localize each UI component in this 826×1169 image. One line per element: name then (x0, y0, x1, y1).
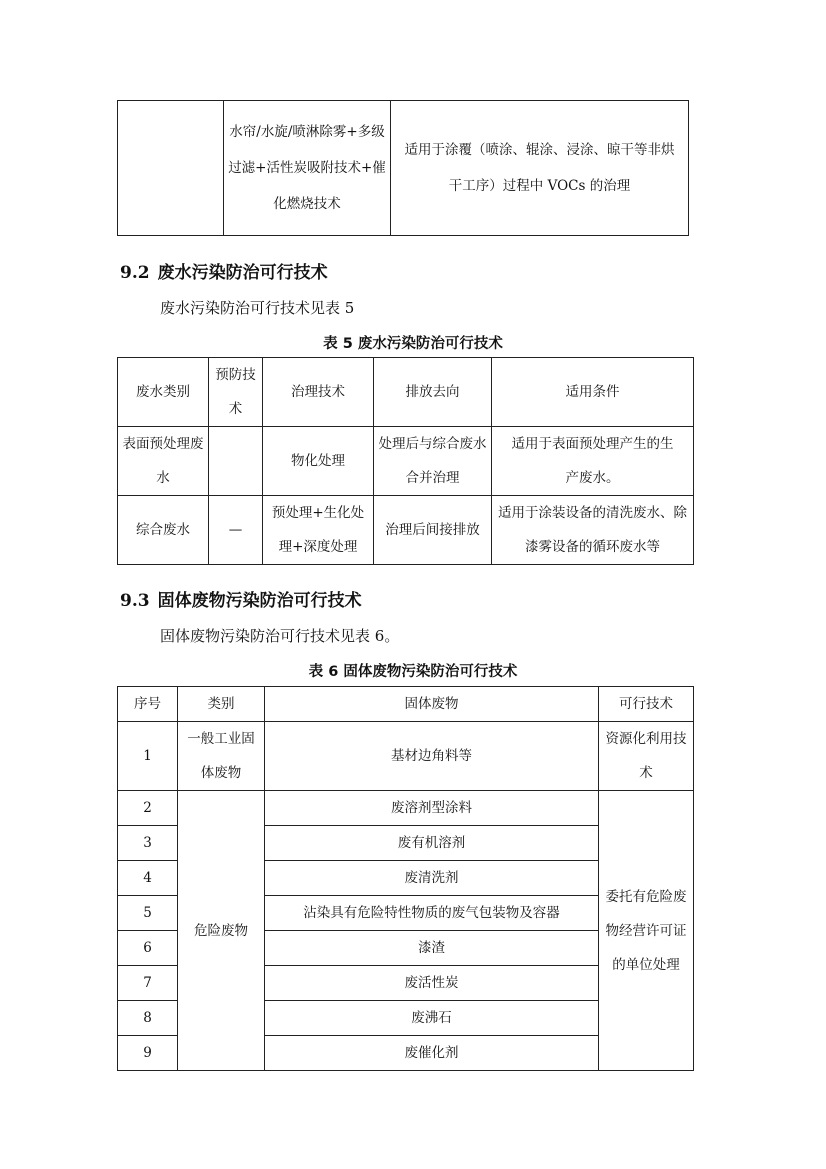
table6-no: 7 (118, 966, 178, 1001)
cont-technique-cell: 水帘/水旋/喷淋除雾+多级过滤+活性炭吸附技术+催化燃烧技术 (224, 101, 391, 236)
section-number: 9.2 (120, 263, 150, 283)
table6-no: 1 (118, 722, 178, 791)
table5-header: 废水类别 (118, 358, 209, 427)
section-title: 废水污染防治可行技术 (157, 263, 328, 283)
table5-header: 适用条件 (492, 358, 694, 427)
table5-cell: 综合废水 (118, 496, 209, 565)
table6-waste: 废溶剂型涂料 (265, 791, 599, 826)
table6-tech: 资源化利用技术 (599, 722, 694, 791)
table5 (117, 357, 694, 565)
section-9-2-intro: 废水污染防治可行技术见表 5 (160, 299, 355, 317)
table-row (118, 427, 694, 496)
table5-cell: 适用于涂装设备的清洗废水、除漆雾设备的循环废水等 (492, 496, 694, 565)
table6-category: 一般工业固体废物 (178, 722, 265, 791)
table5-cell: 适用于表面预处理产生的生产废水。 (492, 427, 694, 496)
table6-no: 9 (118, 1036, 178, 1071)
table6-waste: 漆渣 (265, 931, 599, 966)
section-number: 9.3 (120, 591, 150, 611)
section-title: 固体废物污染防治可行技术 (157, 591, 362, 611)
table6-no: 5 (118, 896, 178, 931)
section-9-2-heading (120, 258, 328, 283)
table6 (117, 686, 694, 1071)
table6-waste: 沾染具有危险特性物质的废气包装物及容器 (265, 896, 599, 931)
table6-waste: 废催化剂 (265, 1036, 599, 1071)
table5-cell: 处理后与综合废水合并治理 (374, 427, 492, 496)
cont-condition-cell: 适用于涂覆（喷涂、辊涂、浸涂、晾干等非烘干工序）过程中 VOCs 的治理 (391, 101, 689, 236)
table-row (118, 722, 694, 791)
table6-waste: 废沸石 (265, 1001, 599, 1036)
table5-cell: 治理后间接排放 (374, 496, 492, 565)
table5-header: 预防技术 (209, 358, 263, 427)
table6-no: 6 (118, 931, 178, 966)
table6-header: 可行技术 (599, 687, 694, 722)
table6-header: 类别 (178, 687, 265, 722)
section-9-3-intro: 固体废物污染防治可行技术见表 6。 (160, 627, 400, 645)
table5-cell: 预处理+生化处理+深度处理 (263, 496, 374, 565)
cont-empty-cell (118, 101, 224, 236)
table6-no: 8 (118, 1001, 178, 1036)
table-row (118, 791, 694, 826)
table5-header: 排放去向 (374, 358, 492, 427)
table5-header: 治理技术 (263, 358, 374, 427)
table6-hazardous-tech: 委托有危险废物经营许可证的单位处理 (599, 791, 694, 1071)
table6-header: 固体废物 (265, 687, 599, 722)
table6-caption: 表 6 固体废物污染防治可行技术 (308, 664, 518, 680)
table5-cell: — (209, 496, 263, 565)
table6-waste: 废清洗剂 (265, 861, 599, 896)
table6-no: 3 (118, 826, 178, 861)
table6-header: 序号 (118, 687, 178, 722)
table6-waste: 废活性炭 (265, 966, 599, 1001)
section-9-3-heading (120, 586, 362, 611)
table5-cell: 物化处理 (263, 427, 374, 496)
table6-waste: 基材边角料等 (265, 722, 599, 791)
table-row (118, 496, 694, 565)
table6-hazardous-category: 危险废物 (178, 791, 265, 1071)
table6-waste: 废有机溶剂 (265, 826, 599, 861)
table5-cell (209, 427, 263, 496)
table5-cell: 表面预处理废水 (118, 427, 209, 496)
table6-no: 4 (118, 861, 178, 896)
table5-caption: 表 5 废水污染防治可行技术 (323, 336, 503, 352)
table6-no: 2 (118, 791, 178, 826)
continuation-table (117, 100, 689, 236)
